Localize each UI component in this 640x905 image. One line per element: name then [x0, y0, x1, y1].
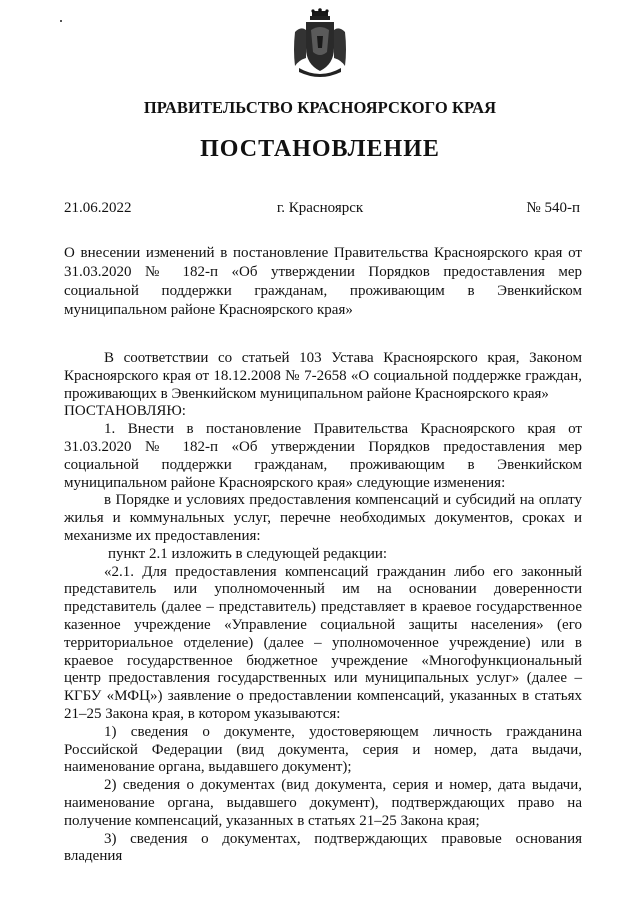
- document-date: 21.06.2022: [64, 200, 132, 216]
- body-paragraph: 2) сведения о документах (вид документа, серия и номер, дата выдачи, наименование органа, выдавшего документ), подтверждающих право на получение компенсаций, указанных в статьях 21–25 Закона края;: [64, 777, 582, 829]
- body-paragraph: В соответствии со статьей 103 Устава Красноярского края, Законом Красноярского края от 18.12.2008 № 7-2658 «О социальной поддержке граждан, проживающих в Эвенкийском муниципальном районе Красноярского края»: [64, 350, 582, 402]
- body-paragraph: 1. Внести в постановление Правительства Красноярского края от 31.03.2020 № 182-п «Об утверждении Порядков предоставления мер социальной поддержки гражданам, проживающим в Эвенкийском муниципальном районе Красноярского края» следующие изменения:: [64, 421, 582, 491]
- coat-of-arms-emblem: [291, 8, 349, 80]
- body-paragraph: 3) сведения о документах, подтверждающих правовые основания владения: [64, 830, 582, 865]
- body-paragraph: пункт 2.1 изложить в следующей редакции:: [108, 545, 388, 562]
- document-number: № 540-п: [526, 200, 580, 216]
- document-type-heading: ПОСТАНОВЛЕНИЕ: [200, 136, 440, 162]
- document-subject: О внесении изменений в постановление Правительства Красноярского края от 31.03.2020 № 182-п «Об утверждении Порядков предоставления мер социальной поддержки гражданам, проживающим в Эвенкийском муниципальном районе Красноярского края»: [64, 245, 582, 318]
- organization-heading: ПРАВИТЕЛЬСТВО КРАСНОЯРСКОГО КРАЯ: [143, 98, 497, 117]
- body-paragraph: 1) сведения о документе, удостоверяющем личность гражданина Российской Федерации (вид документа, серия и номер, дата выдачи, наименование органа, выдавшего документ);: [64, 723, 582, 776]
- body-paragraph: в Порядке и условиях предоставления компенсаций и субсидий на оплату жилья и коммунальных услуг, перечне необходимых документов, сроках и механизме их предоставления:: [64, 492, 582, 544]
- document-city: г. Красноярск: [276, 200, 364, 216]
- body-paragraph-decree: ПОСТАНОВЛЯЮ:: [64, 403, 186, 420]
- body-paragraph: «2.1. Для предоставления компенсаций гражданин либо его законный представитель или уполномоченный им на основании доверенности представитель (далее – представитель) представляет в краевое государственное казенное учреждение «Управление социальной защиты населения» (его территориальное отделение) (далее – уполномоченное учреждение) или в краевое государственное бюджетное учреждение «Многофункциональный центр предоставления государственных или муниципальных услуг» (далее – КГБУ «МФЦ») заявление о предоставлении компенсаций, указанных в статьях 21–25 Закона края, в котором указываются:: [64, 563, 582, 722]
- scan-speck: [60, 20, 62, 22]
- document-body: [64, 350, 582, 866]
